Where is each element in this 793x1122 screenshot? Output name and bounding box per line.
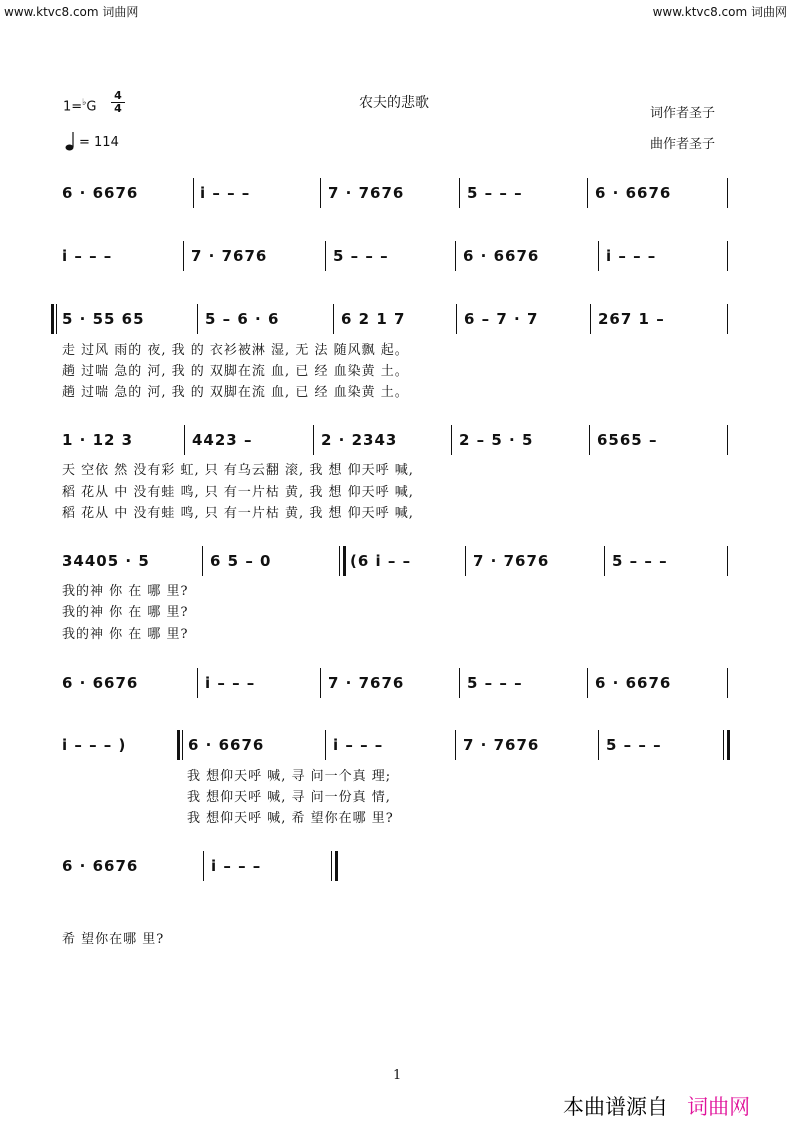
repeat-end-barline — [727, 730, 730, 760]
lyric-line: 我 想仰天呼 喊, 希 望你在哪 里? — [187, 811, 394, 826]
barline — [465, 546, 466, 576]
barline — [197, 668, 198, 698]
measure: 1 · 12 3 — [62, 431, 134, 449]
page-number: 1 — [393, 1068, 402, 1083]
barline — [182, 730, 183, 760]
barline — [455, 241, 456, 271]
measure: 6 5 – 0 — [210, 552, 272, 570]
barline — [727, 304, 728, 334]
measure: 6 · 6676 — [595, 184, 672, 202]
measure: 5 – – – — [467, 674, 523, 692]
measure: 34405 · 5 — [62, 552, 150, 570]
barline — [589, 425, 590, 455]
barline — [451, 425, 452, 455]
brand-logo-text: 词曲网 — [687, 1095, 751, 1119]
barline — [339, 546, 340, 576]
barline — [184, 425, 185, 455]
barline — [333, 304, 334, 334]
final-barline — [335, 851, 338, 881]
measure: i – – – — [606, 247, 657, 265]
lyric-line: 我的神 你 在 哪 里? — [62, 627, 189, 642]
barline — [604, 546, 605, 576]
measure: 5 – – – — [606, 736, 662, 754]
repeat-start-barline — [177, 730, 180, 760]
source-brand[interactable] — [563, 1091, 750, 1121]
repeat-end-barline — [343, 546, 346, 576]
barline — [203, 851, 204, 881]
measure: i – – – — [211, 857, 262, 875]
measure: (6 i – – — [350, 552, 412, 570]
barline — [325, 241, 326, 271]
barline — [727, 425, 728, 455]
lyric-line: 趟 过喘 急的 河, 我 的 双脚在流 血, 已 经 血染黄 土。 — [62, 385, 409, 400]
barline — [727, 178, 728, 208]
time-signature: 4 4 — [111, 90, 125, 115]
measure: 6565 – — [597, 431, 658, 449]
measure: 6 · 6676 — [595, 674, 672, 692]
barline — [202, 546, 203, 576]
barline — [320, 178, 321, 208]
measure: 5 – 6 · 6 — [205, 310, 280, 328]
measure: 6 · 6676 — [188, 736, 265, 754]
site-url-left[interactable]: www.ktvc8.com 词曲网 — [4, 5, 139, 19]
lyric-line: 我 想仰天呼 喊, 寻 问一个真 理; — [187, 769, 392, 784]
measure: 2 · 2343 — [321, 431, 398, 449]
repeat-start-barline — [51, 304, 54, 334]
barline — [727, 241, 728, 271]
barline — [455, 730, 456, 760]
barline — [320, 668, 321, 698]
barline — [727, 668, 728, 698]
measure: 7 · 7676 — [473, 552, 550, 570]
measure: 5 – – – — [467, 184, 523, 202]
song-title: 农夫的悲歌 — [359, 95, 429, 111]
barline — [456, 304, 457, 334]
lyric-line: 走 过风 雨的 夜, 我 的 衣衫被淋 湿, 无 法 随风飘 起。 — [62, 343, 409, 358]
barline — [313, 425, 314, 455]
site-url-right[interactable]: www.ktvc8.com 词曲网 — [652, 5, 787, 19]
measure: 5 – – – — [612, 552, 668, 570]
measure: 6 · 6676 — [463, 247, 540, 265]
lyric-line: 我的神 你 在 哪 里? — [62, 605, 189, 620]
barline — [598, 730, 599, 760]
measure: 7 · 7676 — [328, 184, 405, 202]
measure: i – – – — [333, 736, 384, 754]
measure: 4423 – — [192, 431, 253, 449]
barline — [587, 178, 588, 208]
barline — [56, 304, 57, 334]
measure: i – – – — [205, 674, 256, 692]
barline — [459, 178, 460, 208]
measure: i – – – ) — [62, 736, 127, 754]
lyric-line: 天 空依 然 没有彩 虹, 只 有乌云翻 滚, 我 想 仰天呼 喊, — [62, 463, 414, 478]
measure: 267 1 – — [598, 310, 665, 328]
lyric-line: 我的神 你 在 哪 里? — [62, 584, 189, 599]
lyric-line: 稻 花从 中 没有蛙 鸣, 只 有一片枯 黄, 我 想 仰天呼 喊, — [62, 506, 414, 521]
brand-text: 本曲谱源自 — [563, 1095, 668, 1119]
measure: 7 · 7676 — [463, 736, 540, 754]
measure: 6 · 6676 — [62, 674, 139, 692]
barline — [183, 241, 184, 271]
measure: 7 · 7676 — [328, 674, 405, 692]
lyricist-credit: 词作者圣子 — [650, 106, 716, 121]
measure: 5 · 55 65 — [62, 310, 145, 328]
measure: 6 – 7 · 7 — [464, 310, 539, 328]
barline — [727, 546, 728, 576]
measure: 2 – 5 · 5 — [459, 431, 534, 449]
barline — [598, 241, 599, 271]
key-signature: 1=♭G — [63, 98, 97, 115]
measure: 7 · 7676 — [191, 247, 268, 265]
composer-credit: 曲作者圣子 — [650, 137, 716, 152]
barline — [193, 178, 194, 208]
barline — [325, 730, 326, 760]
lyric-line: 我 想仰天呼 喊, 寻 问一份真 情, — [187, 790, 391, 805]
lyric-line: 趟 过喘 急的 河, 我 的 双脚在流 血, 已 经 血染黄 土。 — [62, 364, 409, 379]
lyric-line: 稻 花从 中 没有蛙 鸣, 只 有一片枯 黄, 我 想 仰天呼 喊, — [62, 485, 414, 500]
barline — [331, 851, 332, 881]
barline — [587, 668, 588, 698]
measure: 6 · 6676 — [62, 184, 139, 202]
quarter-note-icon — [64, 130, 76, 152]
barline — [590, 304, 591, 334]
coda-lyric: 希 望你在哪 里? — [62, 932, 165, 947]
barline — [723, 730, 724, 760]
measure: 5 – – – — [333, 247, 389, 265]
measure: 6 2 1 7 — [341, 310, 406, 328]
measure: 6 · 6676 — [62, 857, 139, 875]
tempo-marking: = 114 — [79, 135, 119, 150]
barline — [459, 668, 460, 698]
barline — [197, 304, 198, 334]
measure: i – – – — [62, 247, 113, 265]
measure: i – – – — [200, 184, 251, 202]
